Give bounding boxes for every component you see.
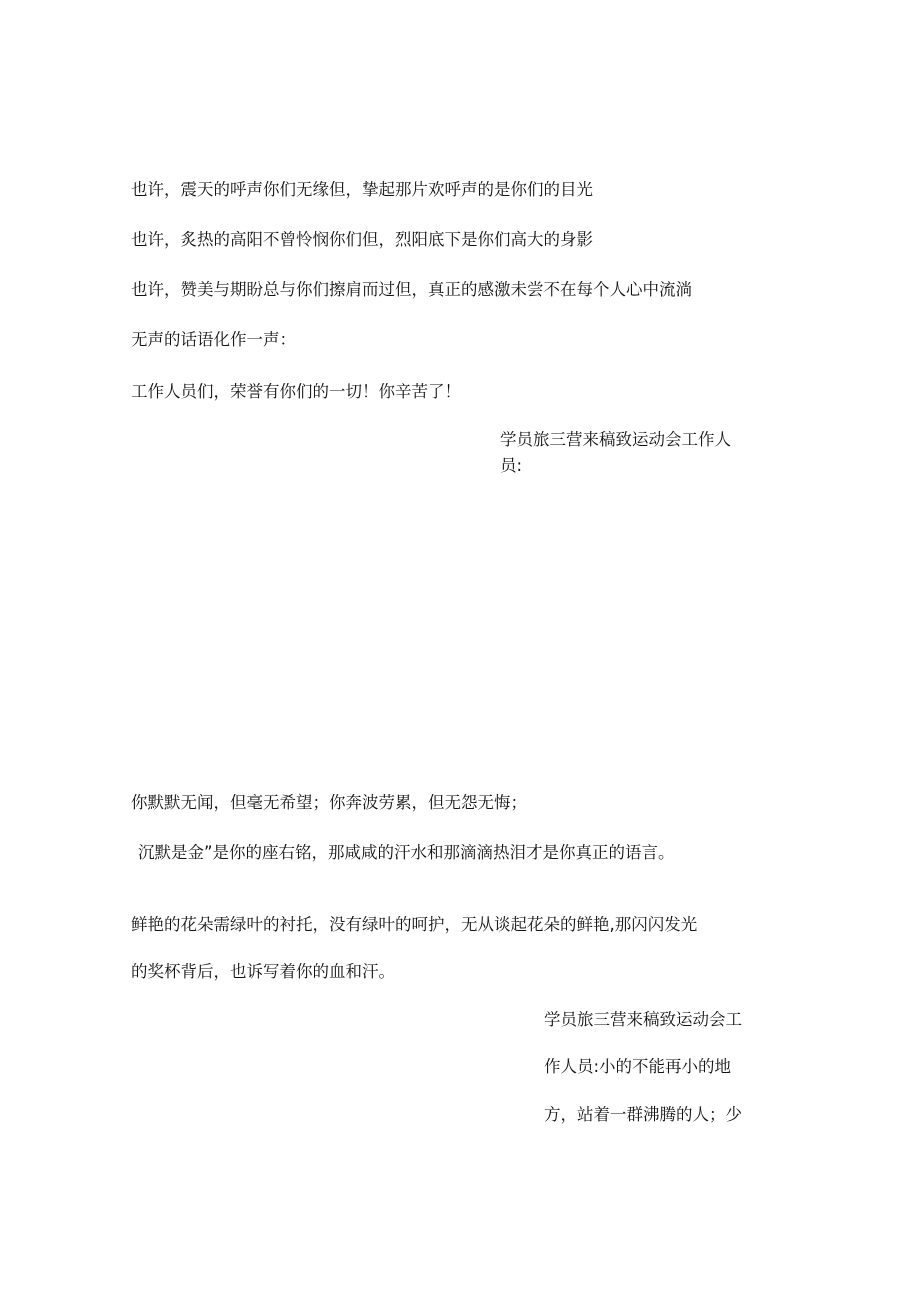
signature-line: 作人员:小的不能再小的地	[544, 1057, 732, 1076]
signature-line: 方，站着一群沸腾的人；少	[544, 1105, 742, 1124]
paragraph-line: 鲜艳的花朵需绿叶的衬托，没有绿叶的呵护，无从谈起花朵的鲜艳,那闪闪发光	[131, 915, 698, 934]
paragraph-line: 工作人员们，荣誉有你们的一切！你辛苦了！	[131, 382, 461, 401]
signature-line: 员:	[500, 456, 523, 475]
signature-line: 学员旅三营来稿致运动会工作人	[500, 430, 731, 449]
paragraph-line: 无声的话语化作一声：	[131, 330, 296, 349]
paragraph-line: 你默默无闻，但毫无希望；你奔波劳累，但无怨无悔；	[131, 793, 527, 812]
paragraph-line: 也许，炙热的高阳不曾怜悯你们但，烈阳底下是你们高大的身影	[131, 230, 593, 249]
paragraph-line: 也许，震天的呼声你们无缘但，挚起那片欢呼声的是你们的目光	[131, 180, 593, 199]
paragraph-line: 沉默是金”是你的座右铭，那咸咸的汗水和那滴滴热泪才是你真正的语言。	[138, 843, 675, 862]
paragraph-line: 也许，赞美与期盼总与你们擦肩而过但，真正的感激未尝不在每个人心中流淌	[131, 280, 692, 299]
paragraph-line: 的奖杯背后，也诉写着你的血和汗。	[131, 962, 395, 981]
signature-line: 学员旅三营来稿致运动会工	[544, 1010, 742, 1029]
